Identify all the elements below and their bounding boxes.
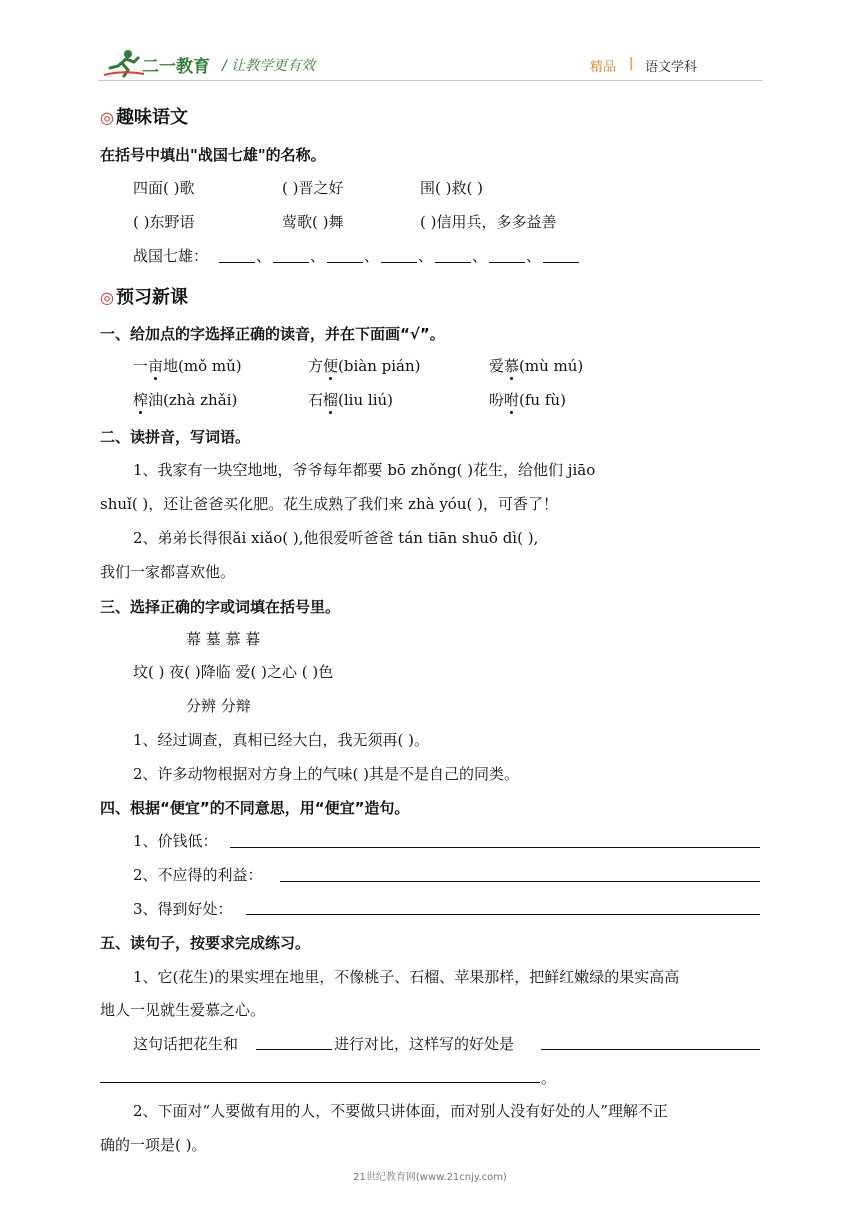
- q3-row: 坟( ) 夜( )降临 爱( )之心 ( )色: [133, 663, 334, 681]
- header-rule: [98, 80, 762, 81]
- blank: [381, 262, 417, 263]
- s1-r2b: 莺歌( )舞: [282, 213, 344, 231]
- q3-s2: 2、许多动物根据对方身上的气味( )其是不是自己的同类。: [133, 765, 520, 783]
- sep: 、: [472, 247, 488, 265]
- tag-subject: 语文学科: [645, 60, 698, 75]
- blank: [543, 262, 579, 263]
- logo-runner-icon: [104, 48, 144, 78]
- footer: 21世纪教育网(www.21cnjy.com): [353, 1172, 507, 1183]
- slogan: / 让教学更有效: [222, 58, 316, 74]
- q1-b: 方便(biàn pián): [308, 357, 421, 375]
- q5-p1-l1: 1、它(花生)的果实埋在地里，不像桃子、石榴、苹果那样，把鲜红嫩绿的果实高高: [133, 968, 680, 986]
- blank: [489, 262, 525, 263]
- answer-line[interactable]: [246, 914, 760, 915]
- section-preview: ◎ 预习新课: [100, 287, 188, 308]
- answer-line[interactable]: [541, 1049, 760, 1050]
- sep: 、: [310, 247, 326, 265]
- s1-instruction: 在括号中填出"战国七雄"的名称。: [100, 146, 326, 164]
- s1-r3-label: 战国七雄：: [133, 247, 209, 265]
- answer-line[interactable]: [230, 847, 760, 848]
- bullseye-icon: ◎: [100, 108, 114, 127]
- section-fun-chinese: ◎ 趣味语文: [100, 107, 188, 128]
- s1-r1a: 四面( )歌: [133, 179, 195, 197]
- q2-title: 二、读拼音，写词语。: [100, 428, 251, 446]
- q5-p2-l1: 2、下面对“人要做有用的人，不要做只讲体面，而对别人没有好处的人”理解不正: [133, 1102, 668, 1120]
- s1-r1b: ( )晋之好: [282, 179, 344, 197]
- q4-title: 四、根据“便宜”的不同意思，用“便宜”造句。: [100, 799, 410, 817]
- q2-p1-l2: shuǐ( )，还让爸爸买化肥。花生成熟了我们来 zhà yóu( )，可香了！: [100, 495, 558, 513]
- q2-p2-l2: 我们一家都喜欢他。: [100, 563, 236, 581]
- answer-line[interactable]: [280, 881, 760, 882]
- q3-title: 三、选择正确的字或词填在括号里。: [100, 598, 341, 616]
- q3-chars: 幕 墓 慕 暮: [186, 630, 261, 648]
- blank: [327, 262, 363, 263]
- q2-p1-l1: 1、我家有一块空地地，爷爷每年都要 bō zhǒng( )花生，给他们 jiāo: [133, 461, 596, 479]
- q3-words: 分辨 分辩: [186, 697, 251, 715]
- q5-p1-l3a: 这句话把花生和: [133, 1035, 239, 1053]
- q4-i1: 1、价钱低：: [133, 832, 218, 850]
- q5-p2-l2: 确的一项是( )。: [100, 1136, 207, 1154]
- q3-s1: 1、经过调查，真相已经大白，我无须再( )。: [133, 731, 430, 749]
- tag-jingpin: 精品: [590, 60, 617, 75]
- answer-line[interactable]: [100, 1082, 540, 1083]
- logo-text: 二一教育: [142, 57, 210, 77]
- sep: 、: [418, 247, 434, 265]
- q1-d: 榨油(zhà zhǎi): [133, 391, 238, 409]
- s1-r1c: 围( )救( ): [420, 179, 483, 197]
- q1-a: 一亩地(mǒ mǔ): [133, 357, 242, 375]
- q4-i2: 2、不应得的利益：: [133, 866, 263, 884]
- q5-title: 五、读句子，按要求完成练习。: [100, 934, 311, 952]
- header-divider: |: [629, 56, 634, 71]
- sep: 、: [364, 247, 380, 265]
- blank: [273, 262, 309, 263]
- q2-p2-l1: 2、弟弟长得很ǎi xiǎo( ),他很爱听爸爸 tán tiān shuō dì( ),: [133, 529, 539, 547]
- q5-p1-l4-end: 。: [541, 1069, 557, 1087]
- q4-i3: 3、得到好处：: [133, 900, 233, 918]
- q1-title: 一、给加点的字选择正确的读音，并在下面画“√”。: [100, 325, 445, 343]
- q5-p1-l2: 地人一见就生爱慕之心。: [100, 1001, 266, 1019]
- sep: 、: [256, 247, 272, 265]
- sep: 、: [526, 247, 542, 265]
- q1-e: 石榴(liu liú): [308, 391, 394, 409]
- bullseye-icon: ◎: [100, 288, 114, 307]
- answer-line[interactable]: [256, 1049, 332, 1050]
- blank: [219, 262, 255, 263]
- q1-c: 爱慕(mù mú): [489, 357, 584, 375]
- s1-r2a: ( )东野语: [133, 213, 195, 231]
- q1-f: 吩咐(fu fù): [489, 391, 566, 409]
- q5-p1-l3b: 进行对比，这样写的好处是: [334, 1035, 515, 1053]
- blank: [435, 262, 471, 263]
- s1-r2c: ( )信用兵，多多益善: [420, 213, 557, 231]
